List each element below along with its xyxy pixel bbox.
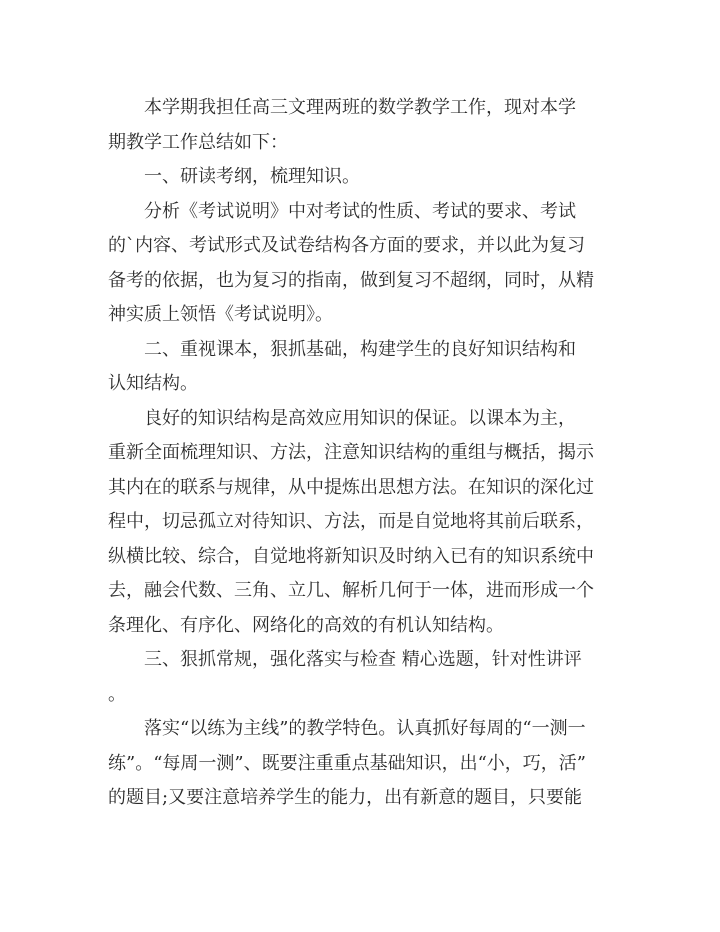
text-line: 其内在的联系与规律，从中提炼出思想方法。在知识的深化过 bbox=[108, 476, 594, 498]
text-line: 备考的依据，也为复习的指南，做到复习不超纲，同时，从精 bbox=[108, 269, 594, 291]
document-body bbox=[108, 91, 613, 816]
section-heading-1 bbox=[108, 160, 613, 195]
text-line: 本学期我担任高三文理两班的数学教学工作，现对本学 bbox=[144, 97, 576, 118]
section-heading-3 bbox=[108, 643, 613, 712]
text-line: 重新全面梳理知识、方法，注意知识结构的重组与概括，揭示 bbox=[108, 442, 594, 463]
text-line: 期教学工作总结如下： bbox=[108, 131, 288, 153]
paragraph-section-2 bbox=[108, 402, 613, 644]
text-line: 程中，切忌孤立对待知识、方法，而是自觉地将其前后联系， bbox=[108, 511, 594, 532]
text-line: 神实质上领悟《考试说明》。 bbox=[108, 304, 333, 325]
text-line: 一、研读考纲，梳理知识。 bbox=[144, 166, 360, 187]
paragraph-intro bbox=[108, 91, 613, 160]
text-line: 二、重视课本，狠抓基础，构建学生的良好知识结构和 bbox=[144, 338, 576, 360]
text-line: 练”。“每周一测”、既要注重重点基础知识，出“小，巧，活” bbox=[108, 752, 587, 774]
text-line: 认知结构。 bbox=[108, 373, 198, 394]
text-line: 良好的知识结构是高效应用知识的保证。以课本为主， bbox=[144, 407, 576, 429]
text-line: 条理化、有序化、网络化的高效的有机认知结构。 bbox=[108, 614, 504, 636]
text-line: 。 bbox=[108, 683, 126, 705]
paragraph-section-1 bbox=[108, 195, 613, 333]
text-line: 纵横比较、综合，自觉地将新知识及时纳入已有的知识系统中 bbox=[108, 545, 594, 567]
text-line: 的题目;又要注意培养学生的能力，出有新意的题目，只要能 bbox=[108, 787, 583, 808]
text-line: 去，融会代数、三角、立几、解析几何于一体，进而形成一个 bbox=[108, 580, 594, 601]
text-line: 的`内容、考试形式及试卷结构各方面的要求，并以此为复习 bbox=[108, 235, 585, 256]
text-line: 三、狠抓常规，强化落实与检查 精心选题，针对性讲评 bbox=[144, 649, 582, 670]
text-line: 落实“以练为主线”的教学特色。认真抓好每周的“一测一 bbox=[144, 718, 586, 739]
paragraph-section-3 bbox=[108, 712, 613, 816]
text-line: 分析《考试说明》中对考试的性质、考试的要求、考试 bbox=[144, 200, 576, 222]
section-heading-2 bbox=[108, 333, 613, 402]
